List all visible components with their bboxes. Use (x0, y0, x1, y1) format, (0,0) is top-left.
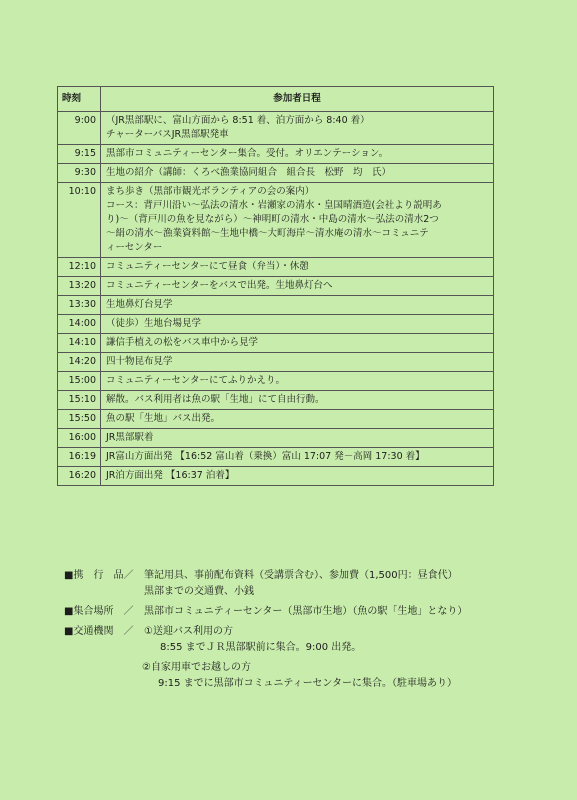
schedule-description-line: 謙信手植えの松をバス車中から見学 (106, 337, 259, 348)
schedule-description-line: まち歩き（黒部市観光ボランティアの会の案内） (106, 186, 315, 197)
schedule-row (58, 429, 494, 448)
schedule-description-line: 生地の紹介（講師：くろべ漁業協同組合 組合長 松野 均 氏） (106, 167, 392, 178)
schedule-description (101, 467, 494, 486)
schedule-description-line: ～絹の清水～漁業資料館～生地中橋～大町海岸～清水庵の清水～コミュニテ (106, 228, 429, 239)
schedule-description (101, 410, 494, 429)
schedule-row (58, 258, 494, 277)
schedule-time: 9:00 (58, 112, 101, 145)
belongings-line-1: 筆記用具、事前配布資料（受講票含む）、参加費（1,500円：昼食代） (144, 570, 458, 581)
transport-option-2 (142, 660, 534, 692)
schedule-description (101, 391, 494, 410)
schedule-time: 15:00 (58, 372, 101, 391)
schedule-time: 14:10 (58, 334, 101, 353)
schedule-description-line: コミュニティーセンターにてふりかえり。 (106, 375, 285, 386)
belongings-line-2: 黒部までの交通費、小銭 (144, 586, 254, 597)
schedule-description-line: （徒歩）生地台場見学 (106, 318, 202, 329)
belongings-label: ■携 行 品／ (64, 570, 134, 581)
schedule-description-line: コミュニティーセンターにて昼食（弁当）・休憩 (106, 261, 309, 272)
schedule-body (58, 112, 494, 486)
schedule-time: 13:20 (58, 277, 101, 296)
transport-option-2-title: ②自家用車でお越しの方 (142, 662, 251, 673)
schedule-header-row (58, 87, 494, 112)
schedule-row (58, 145, 494, 164)
schedule-description (101, 112, 494, 145)
transport-option-2-detail: 9:15 までに黒部市コミュニティーセンターに集合。（駐車場あり） (158, 678, 458, 689)
schedule-time: 13:30 (58, 296, 101, 315)
schedule-row (58, 467, 494, 486)
transport-option-1-title: ①送迎バス利用の方 (144, 626, 233, 637)
schedule-column-header: 参加者日程 (101, 87, 494, 112)
schedule-row (58, 410, 494, 429)
schedule-description-line: 黒部市コミュニティーセンター集合。受付。オリエンテーション。 (106, 148, 389, 159)
schedule-description-line: 魚の駅「生地」バス出発。 (106, 413, 221, 424)
schedule-time: 16:00 (58, 429, 101, 448)
schedule-time: 10:10 (58, 183, 101, 258)
schedule-row (58, 164, 494, 183)
schedule-description-line: ィーセンター (106, 242, 163, 253)
schedule-description (101, 372, 494, 391)
schedule-description (101, 353, 494, 372)
schedule-description (101, 315, 494, 334)
schedule-description-line: コース：背戸川沿い～弘法の清水・岩瀬家の清水・皇国晴酒造(会社より説明あ (106, 200, 442, 211)
schedule-time: 15:50 (58, 410, 101, 429)
schedule-description-line: コミュニティーセンターをバスで出発。生地鼻灯台へ (106, 280, 333, 291)
schedule-row (58, 277, 494, 296)
schedule-row (58, 353, 494, 372)
schedule-description (101, 258, 494, 277)
meeting-place-note (64, 604, 534, 620)
schedule-time: 9:15 (58, 145, 101, 164)
time-column-header: 時刻 (58, 87, 101, 112)
schedule-description (101, 429, 494, 448)
meeting-place-text: 黒部市コミュニティーセンター（黒部市生地）（魚の駅「生地」となり） (144, 606, 468, 617)
transport-note (64, 624, 534, 656)
meeting-place-label: ■集合場所 ／ (64, 606, 134, 617)
schedule-row (58, 315, 494, 334)
schedule-description-line: チャーターバスJR黒部駅発車 (106, 129, 229, 140)
belongings-note (64, 568, 534, 600)
schedule-description-line: 四十物昆布見学 (106, 356, 173, 367)
schedule-description (101, 164, 494, 183)
schedule-description-line: JR富山方面出発 【16:52 富山着（乗換）富山 17:07 発－高岡 17:30 着】 (106, 451, 425, 462)
schedule-time: 16:19 (58, 448, 101, 467)
schedule-description-line: り)～（背戸川の魚を見ながら）～神明町の清水・中島の清水～弘法の清水2つ (106, 214, 439, 225)
notes-section (64, 568, 534, 692)
schedule-time: 14:00 (58, 315, 101, 334)
schedule-row (58, 448, 494, 467)
transport-option-1-detail: 8:55 までＪＲ黒部駅前に集合。9:00 出発。 (160, 642, 362, 653)
schedule-time: 14:20 (58, 353, 101, 372)
schedule-row (58, 296, 494, 315)
schedule-description-line: JR黒部駅着 (106, 432, 154, 443)
schedule-description (101, 296, 494, 315)
schedule-description (101, 448, 494, 467)
schedule-row (58, 334, 494, 353)
schedule-description-line: 解散。バス利用者は魚の駅「生地」にて自由行動。 (106, 394, 325, 405)
schedule-time: 12:10 (58, 258, 101, 277)
schedule-row (58, 372, 494, 391)
schedule-description (101, 145, 494, 164)
schedule-description (101, 334, 494, 353)
schedule-time: 15:10 (58, 391, 101, 410)
schedule-row (58, 391, 494, 410)
schedule-time: 9:30 (58, 164, 101, 183)
schedule-row (58, 112, 494, 145)
schedule-table (57, 86, 494, 486)
schedule-description (101, 277, 494, 296)
schedule-description-line: 生地鼻灯台見学 (106, 299, 173, 310)
schedule-description-line: （JR黒部駅に、富山方面から 8:51 着、泊方面から 8:40 着） (106, 115, 370, 126)
schedule-time: 16:20 (58, 467, 101, 486)
schedule-row (58, 183, 494, 258)
schedule-description-line: JR泊方面出発 【16:37 泊着】 (106, 470, 235, 481)
transport-label: ■交通機関 ／ (64, 626, 134, 637)
schedule-description (101, 183, 494, 258)
